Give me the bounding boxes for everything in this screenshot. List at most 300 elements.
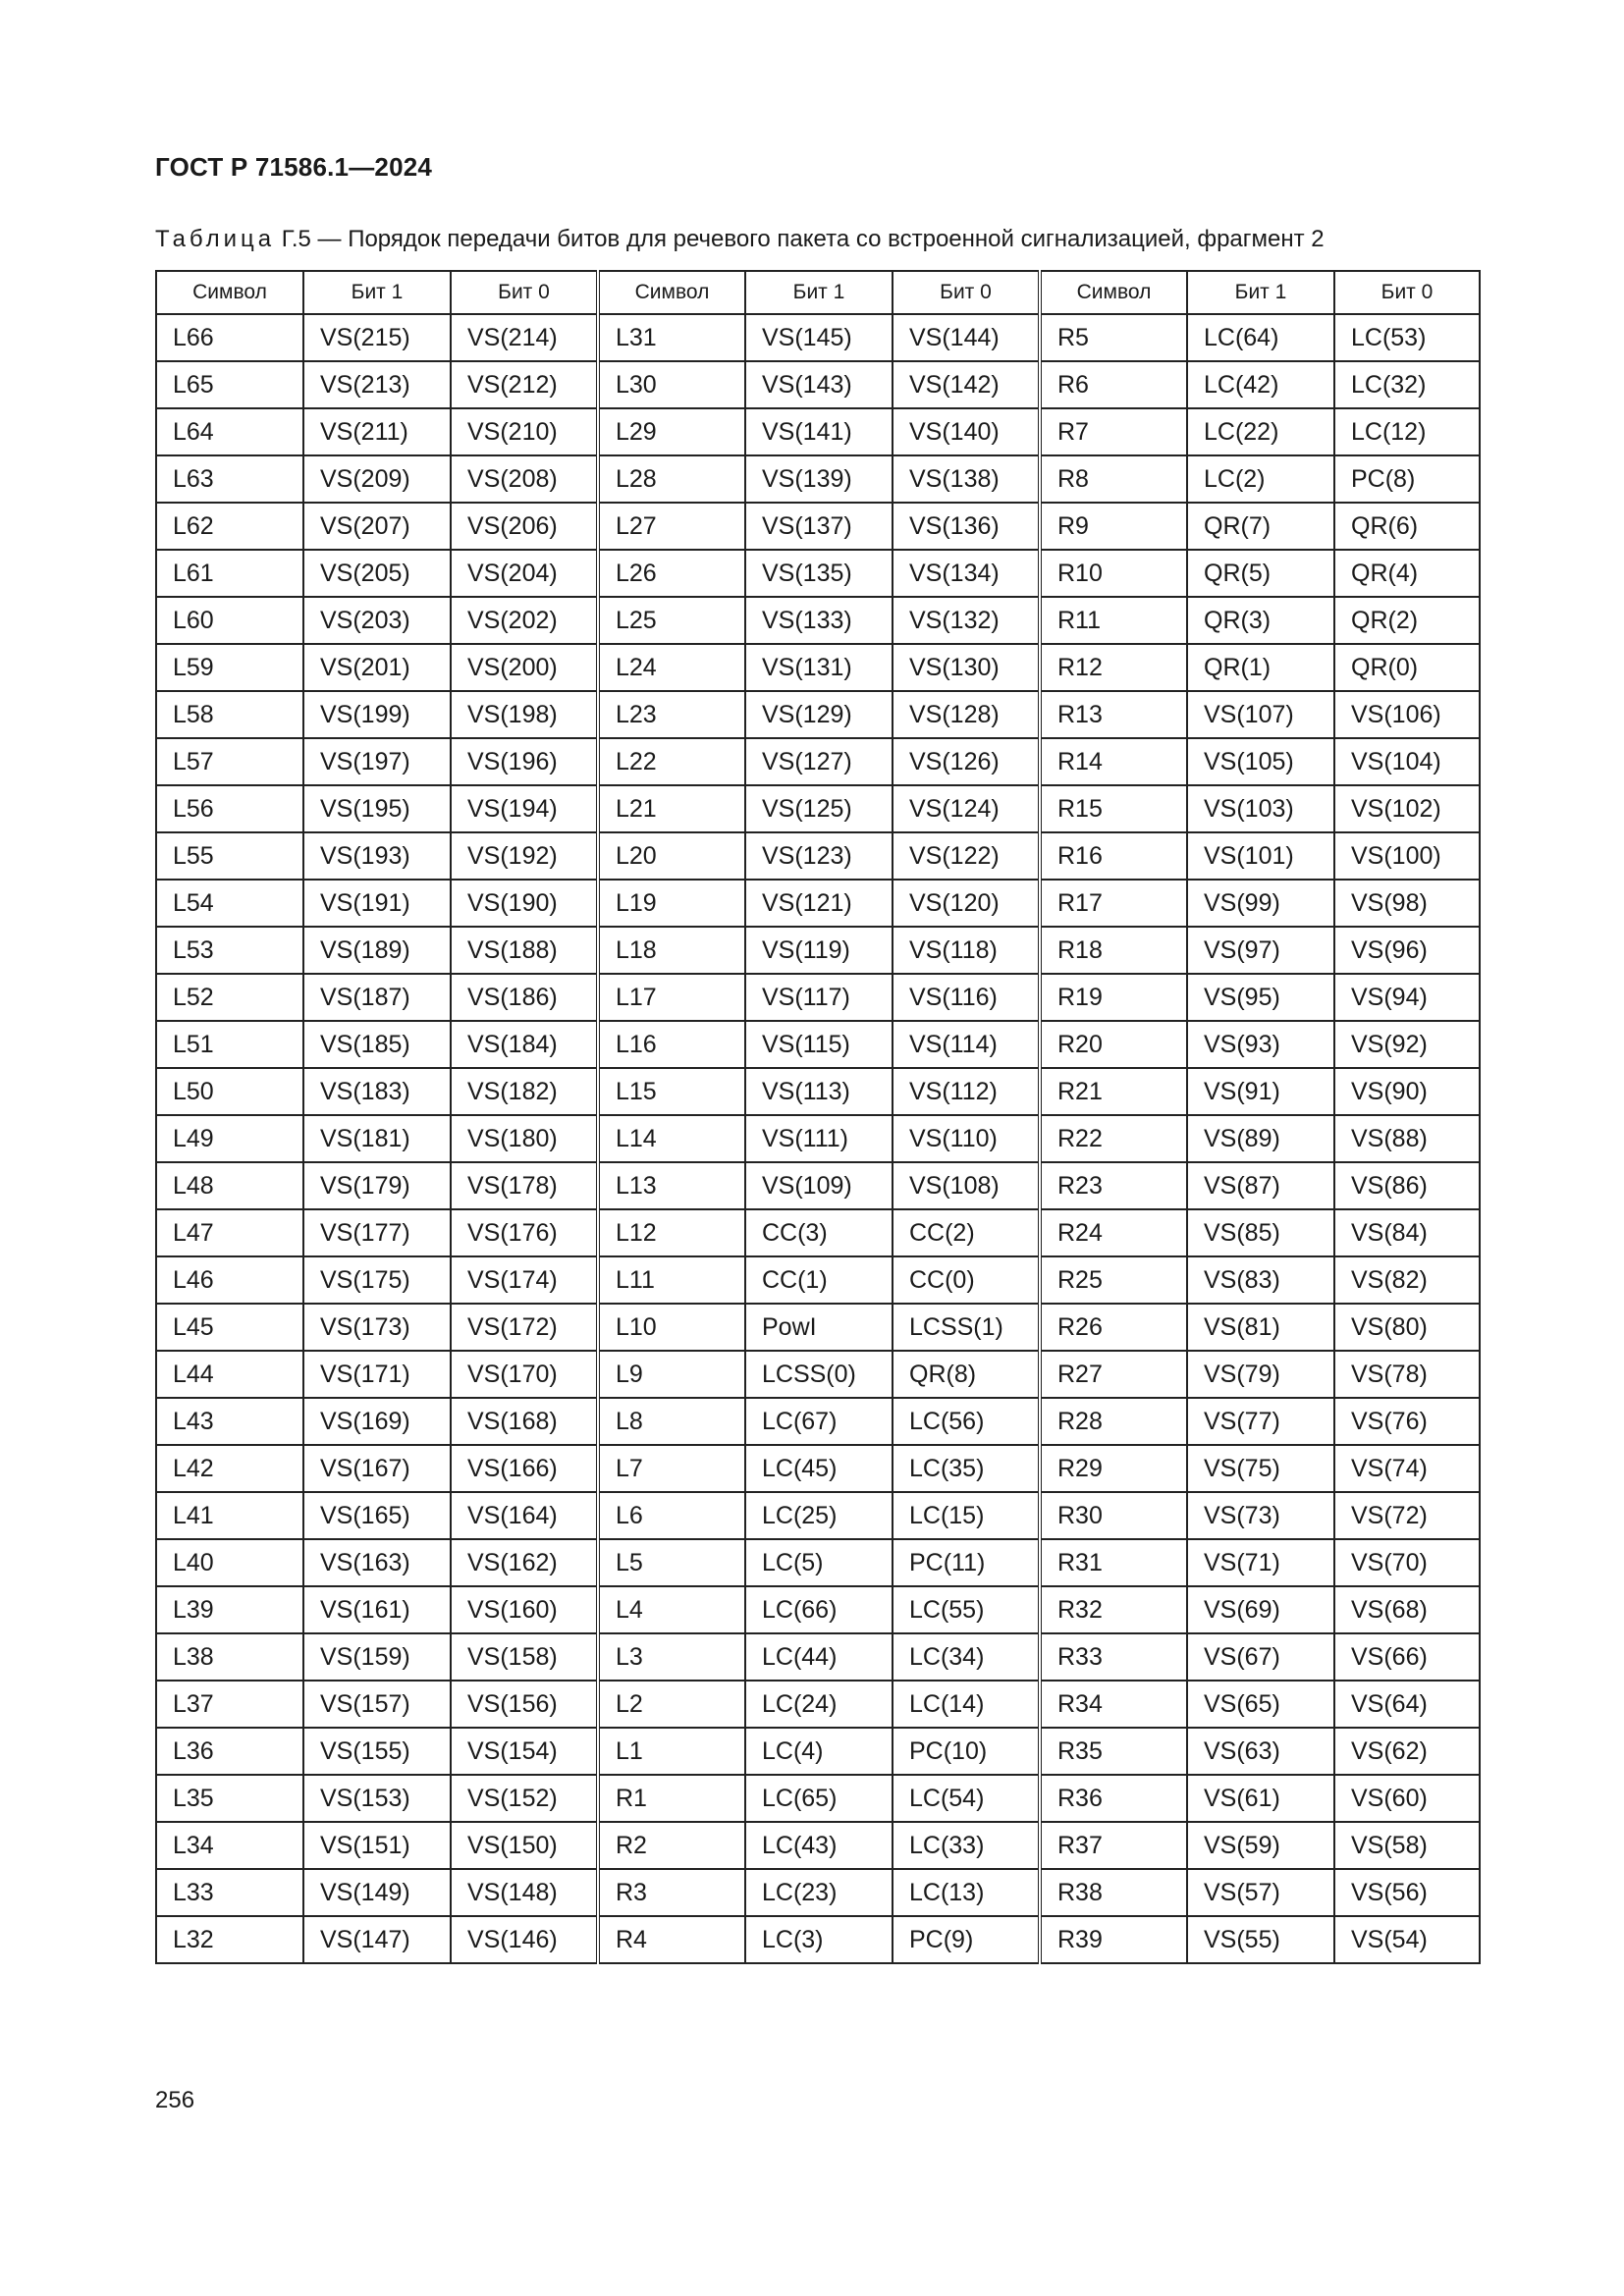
table-cell: L8	[598, 1398, 745, 1445]
table-cell: L53	[156, 927, 303, 974]
table-cell: LC(12)	[1334, 408, 1480, 455]
table-cell: L2	[598, 1681, 745, 1728]
table-cell: VS(152)	[451, 1775, 598, 1822]
table-cell: R33	[1040, 1633, 1187, 1681]
table-cell: QR(8)	[893, 1351, 1040, 1398]
table-cell: L50	[156, 1068, 303, 1115]
table-row	[156, 1021, 1480, 1068]
table-cell: L49	[156, 1115, 303, 1162]
table-cell: L61	[156, 550, 303, 597]
table-row	[156, 1822, 1480, 1869]
column-header: Символ	[1040, 271, 1187, 314]
table-cell: VS(116)	[893, 974, 1040, 1021]
table-cell: LCSS(1)	[893, 1304, 1040, 1351]
table-cell: VS(87)	[1187, 1162, 1334, 1209]
table-cell: L9	[598, 1351, 745, 1398]
table-cell: L35	[156, 1775, 303, 1822]
table-cell: L57	[156, 738, 303, 785]
table-cell: QR(5)	[1187, 550, 1334, 597]
table-cell: L7	[598, 1445, 745, 1492]
table-cell: LC(23)	[745, 1869, 893, 1916]
table-cell: VS(179)	[303, 1162, 451, 1209]
table-cell: VS(135)	[745, 550, 893, 597]
table-cell: LC(66)	[745, 1586, 893, 1633]
table-cell: VS(93)	[1187, 1021, 1334, 1068]
table-cell: VS(210)	[451, 408, 598, 455]
table-cell: L46	[156, 1256, 303, 1304]
table-cell: VS(196)	[451, 738, 598, 785]
table-cell: VS(128)	[893, 691, 1040, 738]
table-cell: VS(62)	[1334, 1728, 1480, 1775]
table-cell: VS(180)	[451, 1115, 598, 1162]
table-cell: L15	[598, 1068, 745, 1115]
table-cell: VS(149)	[303, 1869, 451, 1916]
table-cell: VS(177)	[303, 1209, 451, 1256]
table-cell: LC(14)	[893, 1681, 1040, 1728]
table-cell: VS(193)	[303, 832, 451, 880]
table-cell: L5	[598, 1539, 745, 1586]
table-cell: L22	[598, 738, 745, 785]
table-cell: VS(150)	[451, 1822, 598, 1869]
table-cell: PowI	[745, 1304, 893, 1351]
table-cell: VS(204)	[451, 550, 598, 597]
table-cell: VS(73)	[1187, 1492, 1334, 1539]
table-cell: L54	[156, 880, 303, 927]
table-cell: VS(190)	[451, 880, 598, 927]
table-row	[156, 1728, 1480, 1775]
table-cell: VS(88)	[1334, 1115, 1480, 1162]
table-cell: L47	[156, 1209, 303, 1256]
table-row	[156, 644, 1480, 691]
table-cell: VS(85)	[1187, 1209, 1334, 1256]
table-cell: VS(167)	[303, 1445, 451, 1492]
table-cell: R7	[1040, 408, 1187, 455]
table-cell: VS(158)	[451, 1633, 598, 1681]
table-cell: PC(8)	[1334, 455, 1480, 503]
table-cell: VS(138)	[893, 455, 1040, 503]
table-cell: R36	[1040, 1775, 1187, 1822]
table-cell: QR(6)	[1334, 503, 1480, 550]
table-cell: L38	[156, 1633, 303, 1681]
table-cell: L26	[598, 550, 745, 597]
table-cell: VS(173)	[303, 1304, 451, 1351]
table-cell: VS(108)	[893, 1162, 1040, 1209]
table-cell: VS(120)	[893, 880, 1040, 927]
table-cell: VS(143)	[745, 361, 893, 408]
table-cell: L44	[156, 1351, 303, 1398]
table-cell: VS(61)	[1187, 1775, 1334, 1822]
column-header: Бит 0	[451, 271, 598, 314]
table-cell: VS(172)	[451, 1304, 598, 1351]
table-row	[156, 1586, 1480, 1633]
table-cell: L64	[156, 408, 303, 455]
table-cell: L36	[156, 1728, 303, 1775]
table-cell: R28	[1040, 1398, 1187, 1445]
table-cell: R39	[1040, 1916, 1187, 1963]
table-cell: VS(182)	[451, 1068, 598, 1115]
table-row	[156, 1398, 1480, 1445]
table-cell: VS(199)	[303, 691, 451, 738]
table-cell: R37	[1040, 1822, 1187, 1869]
table-caption-label: Таблица	[155, 226, 276, 252]
table-row	[156, 1539, 1480, 1586]
table-cell: R22	[1040, 1115, 1187, 1162]
column-header: Бит 1	[745, 271, 893, 314]
table-cell: L28	[598, 455, 745, 503]
table-cell: CC(0)	[893, 1256, 1040, 1304]
table-cell: R16	[1040, 832, 1187, 880]
table-cell: R2	[598, 1822, 745, 1869]
table-cell: L30	[598, 361, 745, 408]
table-cell: QR(1)	[1187, 644, 1334, 691]
table-cell: VS(164)	[451, 1492, 598, 1539]
table-cell: VS(115)	[745, 1021, 893, 1068]
table-cell: VS(187)	[303, 974, 451, 1021]
table-cell: VS(71)	[1187, 1539, 1334, 1586]
document-code: ГОСТ Р 71586.1—2024	[155, 152, 433, 182]
table-row	[156, 974, 1480, 1021]
column-header: Символ	[156, 271, 303, 314]
table-cell: VS(161)	[303, 1586, 451, 1633]
table-cell: VS(110)	[893, 1115, 1040, 1162]
table-row	[156, 1068, 1480, 1115]
table-row	[156, 1162, 1480, 1209]
table-cell: R31	[1040, 1539, 1187, 1586]
table-cell: LC(64)	[1187, 314, 1334, 361]
table-cell: VS(72)	[1334, 1492, 1480, 1539]
table-cell: LC(33)	[893, 1822, 1040, 1869]
table-cell: VS(157)	[303, 1681, 451, 1728]
table-body	[156, 314, 1480, 1963]
table-cell: VS(95)	[1187, 974, 1334, 1021]
table-cell: R13	[1040, 691, 1187, 738]
table-cell: VS(84)	[1334, 1209, 1480, 1256]
table-cell: L63	[156, 455, 303, 503]
table-cell: VS(185)	[303, 1021, 451, 1068]
table-cell: LC(24)	[745, 1681, 893, 1728]
table-cell: VS(201)	[303, 644, 451, 691]
table-cell: L27	[598, 503, 745, 550]
table-cell: R5	[1040, 314, 1187, 361]
table-cell: VS(105)	[1187, 738, 1334, 785]
table-cell: VS(98)	[1334, 880, 1480, 927]
table-cell: VS(79)	[1187, 1351, 1334, 1398]
table-cell: VS(69)	[1187, 1586, 1334, 1633]
table-cell: PC(10)	[893, 1728, 1040, 1775]
table-cell: VS(215)	[303, 314, 451, 361]
table-cell: VS(189)	[303, 927, 451, 974]
table-cell: L11	[598, 1256, 745, 1304]
table-cell: VS(203)	[303, 597, 451, 644]
table-cell: QR(2)	[1334, 597, 1480, 644]
table-cell: L55	[156, 832, 303, 880]
table-cell: L42	[156, 1445, 303, 1492]
table-header-row	[156, 271, 1480, 314]
bit-order-table	[155, 270, 1481, 1964]
table-row	[156, 1681, 1480, 1728]
table-cell: VS(60)	[1334, 1775, 1480, 1822]
table-cell: LC(44)	[745, 1633, 893, 1681]
table-row	[156, 691, 1480, 738]
table-row	[156, 738, 1480, 785]
table-cell: VS(81)	[1187, 1304, 1334, 1351]
table-cell: VS(191)	[303, 880, 451, 927]
table-cell: R21	[1040, 1068, 1187, 1115]
table-cell: VS(54)	[1334, 1916, 1480, 1963]
table-cell: R25	[1040, 1256, 1187, 1304]
table-cell: VS(83)	[1187, 1256, 1334, 1304]
table-cell: L1	[598, 1728, 745, 1775]
table-cell: LC(34)	[893, 1633, 1040, 1681]
column-header: Бит 1	[1187, 271, 1334, 314]
table-cell: LC(35)	[893, 1445, 1040, 1492]
table-cell: VS(96)	[1334, 927, 1480, 974]
table-cell: VS(174)	[451, 1256, 598, 1304]
table-cell: R29	[1040, 1445, 1187, 1492]
table-cell: VS(153)	[303, 1775, 451, 1822]
table-caption-text: Г.5 — Порядок передачи битов для речевого пакета со встроенной сигнализацией, фрагмент 2	[275, 226, 1325, 252]
table-cell: R27	[1040, 1351, 1187, 1398]
table-cell: VS(141)	[745, 408, 893, 455]
table-cell: VS(198)	[451, 691, 598, 738]
table-cell: VS(151)	[303, 1822, 451, 1869]
table-cell: VS(165)	[303, 1492, 451, 1539]
table-cell: LC(42)	[1187, 361, 1334, 408]
table-cell: VS(91)	[1187, 1068, 1334, 1115]
table-cell: VS(70)	[1334, 1539, 1480, 1586]
table-cell: VS(77)	[1187, 1398, 1334, 1445]
table-cell: L37	[156, 1681, 303, 1728]
table-cell: R30	[1040, 1492, 1187, 1539]
table-row	[156, 1869, 1480, 1916]
table-cell: L58	[156, 691, 303, 738]
table-cell: R8	[1040, 455, 1187, 503]
table-cell: LC(32)	[1334, 361, 1480, 408]
table-cell: L13	[598, 1162, 745, 1209]
table-cell: VS(55)	[1187, 1916, 1334, 1963]
table-cell: L43	[156, 1398, 303, 1445]
table-caption	[155, 226, 1325, 253]
table-cell: VS(148)	[451, 1869, 598, 1916]
page-number: 256	[155, 2087, 195, 2113]
table-cell: VS(66)	[1334, 1633, 1480, 1681]
table-cell: L62	[156, 503, 303, 550]
table-cell: VS(117)	[745, 974, 893, 1021]
table-cell: PC(11)	[893, 1539, 1040, 1586]
table-cell: VS(74)	[1334, 1445, 1480, 1492]
table-cell: VS(76)	[1334, 1398, 1480, 1445]
table-cell: L21	[598, 785, 745, 832]
table-cell: VS(97)	[1187, 927, 1334, 974]
table-cell: VS(119)	[745, 927, 893, 974]
table-cell: L40	[156, 1539, 303, 1586]
table-cell: VS(184)	[451, 1021, 598, 1068]
table-cell: VS(90)	[1334, 1068, 1480, 1115]
table-cell: R4	[598, 1916, 745, 1963]
table-row	[156, 832, 1480, 880]
table-cell: R12	[1040, 644, 1187, 691]
table-cell: VS(57)	[1187, 1869, 1334, 1916]
table-cell: VS(160)	[451, 1586, 598, 1633]
table-cell: VS(154)	[451, 1728, 598, 1775]
table-cell: VS(178)	[451, 1162, 598, 1209]
table-cell: L51	[156, 1021, 303, 1068]
table-cell: R32	[1040, 1586, 1187, 1633]
table-row	[156, 1209, 1480, 1256]
table-cell: QR(7)	[1187, 503, 1334, 550]
table-cell: VS(125)	[745, 785, 893, 832]
table-cell: VS(168)	[451, 1398, 598, 1445]
table-cell: VS(123)	[745, 832, 893, 880]
table-cell: VS(205)	[303, 550, 451, 597]
table-cell: CC(3)	[745, 1209, 893, 1256]
table-row	[156, 314, 1480, 361]
table-cell: VS(107)	[1187, 691, 1334, 738]
table-row	[156, 1492, 1480, 1539]
table-cell: VS(166)	[451, 1445, 598, 1492]
table-row	[156, 503, 1480, 550]
table-cell: VS(162)	[451, 1539, 598, 1586]
table-cell: L23	[598, 691, 745, 738]
table-cell: VS(144)	[893, 314, 1040, 361]
table-cell: PC(9)	[893, 1916, 1040, 1963]
table-cell: R11	[1040, 597, 1187, 644]
table-cell: VS(208)	[451, 455, 598, 503]
table-cell: LC(15)	[893, 1492, 1040, 1539]
table-cell: VS(147)	[303, 1916, 451, 1963]
table-cell: L66	[156, 314, 303, 361]
table-cell: LC(22)	[1187, 408, 1334, 455]
table-cell: R14	[1040, 738, 1187, 785]
table-cell: LC(45)	[745, 1445, 893, 1492]
table-cell: L4	[598, 1586, 745, 1633]
table-cell: L29	[598, 408, 745, 455]
table-cell: VS(171)	[303, 1351, 451, 1398]
table-cell: L16	[598, 1021, 745, 1068]
table-cell: VS(131)	[745, 644, 893, 691]
table-cell: VS(163)	[303, 1539, 451, 1586]
table-cell: VS(212)	[451, 361, 598, 408]
table-cell: L18	[598, 927, 745, 974]
table-cell: VS(129)	[745, 691, 893, 738]
table-row	[156, 880, 1480, 927]
table-cell: VS(121)	[745, 880, 893, 927]
table-cell: L41	[156, 1492, 303, 1539]
table-cell: CC(1)	[745, 1256, 893, 1304]
table-row	[156, 1351, 1480, 1398]
table-cell: LC(55)	[893, 1586, 1040, 1633]
table-cell: LC(67)	[745, 1398, 893, 1445]
table-cell: VS(113)	[745, 1068, 893, 1115]
table-cell: VS(137)	[745, 503, 893, 550]
table-cell: VS(101)	[1187, 832, 1334, 880]
table-cell: QR(3)	[1187, 597, 1334, 644]
table-cell: L56	[156, 785, 303, 832]
column-header: Бит 0	[893, 271, 1040, 314]
table-row	[156, 361, 1480, 408]
table-cell: VS(109)	[745, 1162, 893, 1209]
table-cell: VS(213)	[303, 361, 451, 408]
column-header: Символ	[598, 271, 745, 314]
table-row	[156, 1445, 1480, 1492]
table-cell: VS(82)	[1334, 1256, 1480, 1304]
table-cell: R17	[1040, 880, 1187, 927]
table-cell: R38	[1040, 1869, 1187, 1916]
table-cell: VS(176)	[451, 1209, 598, 1256]
table-cell: VS(67)	[1187, 1633, 1334, 1681]
table-cell: R24	[1040, 1209, 1187, 1256]
table-cell: VS(106)	[1334, 691, 1480, 738]
table-cell: R15	[1040, 785, 1187, 832]
table-cell: VS(100)	[1334, 832, 1480, 880]
table-cell: VS(142)	[893, 361, 1040, 408]
table-cell: VS(145)	[745, 314, 893, 361]
table-cell: VS(92)	[1334, 1021, 1480, 1068]
column-header: Бит 1	[303, 271, 451, 314]
table-cell: VS(175)	[303, 1256, 451, 1304]
table-cell: LC(25)	[745, 1492, 893, 1539]
table-cell: VS(112)	[893, 1068, 1040, 1115]
table-cell: R18	[1040, 927, 1187, 974]
table-cell: LC(43)	[745, 1822, 893, 1869]
table-row	[156, 455, 1480, 503]
table-row	[156, 1256, 1480, 1304]
table-row	[156, 408, 1480, 455]
table-cell: R20	[1040, 1021, 1187, 1068]
table-cell: VS(126)	[893, 738, 1040, 785]
table-row	[156, 927, 1480, 974]
table-cell: VS(209)	[303, 455, 451, 503]
table-cell: R26	[1040, 1304, 1187, 1351]
table-cell: VS(99)	[1187, 880, 1334, 927]
table-row	[156, 597, 1480, 644]
table-cell: LC(13)	[893, 1869, 1040, 1916]
table-cell: VS(124)	[893, 785, 1040, 832]
table-cell: VS(146)	[451, 1916, 598, 1963]
table-cell: L39	[156, 1586, 303, 1633]
table-cell: R19	[1040, 974, 1187, 1021]
table-row	[156, 1633, 1480, 1681]
table-cell: VS(155)	[303, 1728, 451, 1775]
table-cell: VS(206)	[451, 503, 598, 550]
table-cell: VS(207)	[303, 503, 451, 550]
table-cell: LC(53)	[1334, 314, 1480, 361]
table-cell: VS(170)	[451, 1351, 598, 1398]
table-cell: VS(140)	[893, 408, 1040, 455]
table-cell: L6	[598, 1492, 745, 1539]
table-cell: QR(0)	[1334, 644, 1480, 691]
table-cell: VS(183)	[303, 1068, 451, 1115]
table-cell: L60	[156, 597, 303, 644]
table-cell: VS(169)	[303, 1398, 451, 1445]
table-cell: VS(103)	[1187, 785, 1334, 832]
table-cell: R35	[1040, 1728, 1187, 1775]
table-cell: LC(54)	[893, 1775, 1040, 1822]
table-row	[156, 1115, 1480, 1162]
table-cell: VS(122)	[893, 832, 1040, 880]
table-cell: VS(202)	[451, 597, 598, 644]
table-cell: VS(186)	[451, 974, 598, 1021]
table-cell: VS(118)	[893, 927, 1040, 974]
table-cell: LC(2)	[1187, 455, 1334, 503]
table-cell: R34	[1040, 1681, 1187, 1728]
table-cell: L48	[156, 1162, 303, 1209]
table-row	[156, 550, 1480, 597]
table-cell: L17	[598, 974, 745, 1021]
table-cell: VS(214)	[451, 314, 598, 361]
column-header: Бит 0	[1334, 271, 1480, 314]
table-cell: R10	[1040, 550, 1187, 597]
